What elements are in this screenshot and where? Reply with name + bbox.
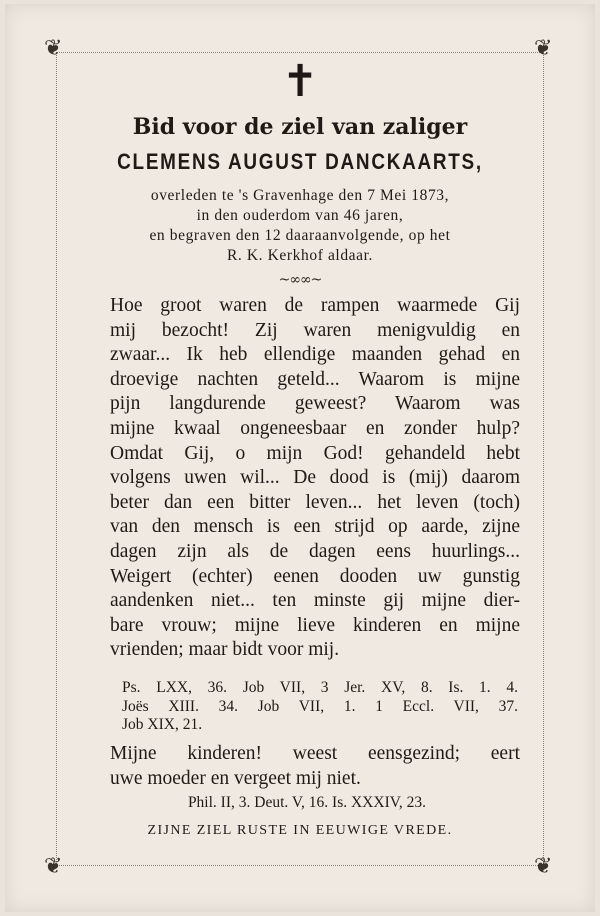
prayer-text bbox=[110, 294, 520, 663]
cemetery-line: R. K. Kerkhof aldaar. bbox=[226, 247, 374, 264]
death-details-line: overleden te 's Gravenhage den 7 Mei 1873, bbox=[150, 187, 450, 204]
prayer-line: aandenken niet... ten minste gij mijne dier- bbox=[110, 590, 520, 612]
exhortation-line: Mijne kinderen! weest eensgezind; eert bbox=[110, 743, 520, 764]
prayer-line: van den mensch is een strijd op aarde, zijne bbox=[110, 516, 520, 538]
corner-ornament-icon: ❦ bbox=[534, 36, 553, 61]
reference-line: Job XIX, 21. bbox=[122, 716, 203, 733]
prayer-line: zwaar... Ik heb ellendige maanden gehad en bbox=[110, 344, 520, 366]
prayer-line: pijn langdurende geweest? Waarom was bbox=[110, 393, 520, 415]
exhortation-text bbox=[110, 742, 520, 791]
corner-ornament-icon: ❦ bbox=[44, 36, 63, 61]
corner-ornament-icon: ❦ bbox=[44, 854, 63, 879]
prayer-line: vrienden; maar bidt voor mij. bbox=[110, 639, 340, 661]
prayer-line: droevige nachten geteld... Waarom is mijne bbox=[110, 368, 520, 390]
divider-ornament-icon: ~∞∞~ bbox=[278, 272, 322, 288]
prayer-line: Hoe groot waren de rampen waarmede Gij bbox=[110, 295, 520, 316]
deceased-name: CLEMENS AUGUST DANCKAARTS, bbox=[117, 149, 483, 174]
exhortation-line: uwe moeder en vergeet mij niet. bbox=[110, 767, 361, 789]
prayer-line: mij bezocht! Zij waren menigvuldig en bbox=[110, 319, 520, 341]
closing-blessing: ZIJNE ZIEL RUSTE IN EEUWIGE VREDE. bbox=[147, 823, 453, 838]
prayer-line: beter dan een bitter leven... het leven (toch) bbox=[110, 491, 520, 513]
prayer-line: Omdat Gij, o mijn God! gehandeld hebt bbox=[110, 442, 520, 464]
burial-line: en begraven den 12 daaraanvolgende, op het bbox=[149, 227, 451, 244]
corner-ornament-icon: ❦ bbox=[534, 854, 553, 879]
scripture-references bbox=[122, 679, 518, 735]
prayer-line: Weigert (echter) eenen dooden uw gunstig bbox=[110, 565, 520, 587]
prayer-line: dagen zijn als de dagen eens huurlings... bbox=[110, 540, 520, 562]
prayer-line: mijne kwaal ongeneesbaar en zonder hulp? bbox=[110, 417, 520, 439]
reference-line: Joës XIII. 34. Job VII, 1. 1 Eccl. VII, 37. bbox=[122, 697, 518, 715]
prayer-line: bare vrouw; mijne lieve kinderen en mijne bbox=[110, 614, 520, 636]
prayer-line: volgens uwen wil... De dood is (mij) daarom bbox=[110, 467, 520, 489]
reference-line: Ps. LXX, 36. Job VII, 3 Jer. XV, 8. Is. 1. 4. bbox=[122, 679, 518, 696]
cross-icon: ✝ bbox=[281, 56, 319, 107]
age-line: in den ouderdom van 46 jaren, bbox=[196, 207, 404, 224]
prayer-heading: Bid voor de ziel van zaliger bbox=[132, 114, 468, 140]
scripture-references-2: Phil. II, 3. Deut. V, 16. Is. XXXIV, 23. bbox=[187, 794, 427, 811]
